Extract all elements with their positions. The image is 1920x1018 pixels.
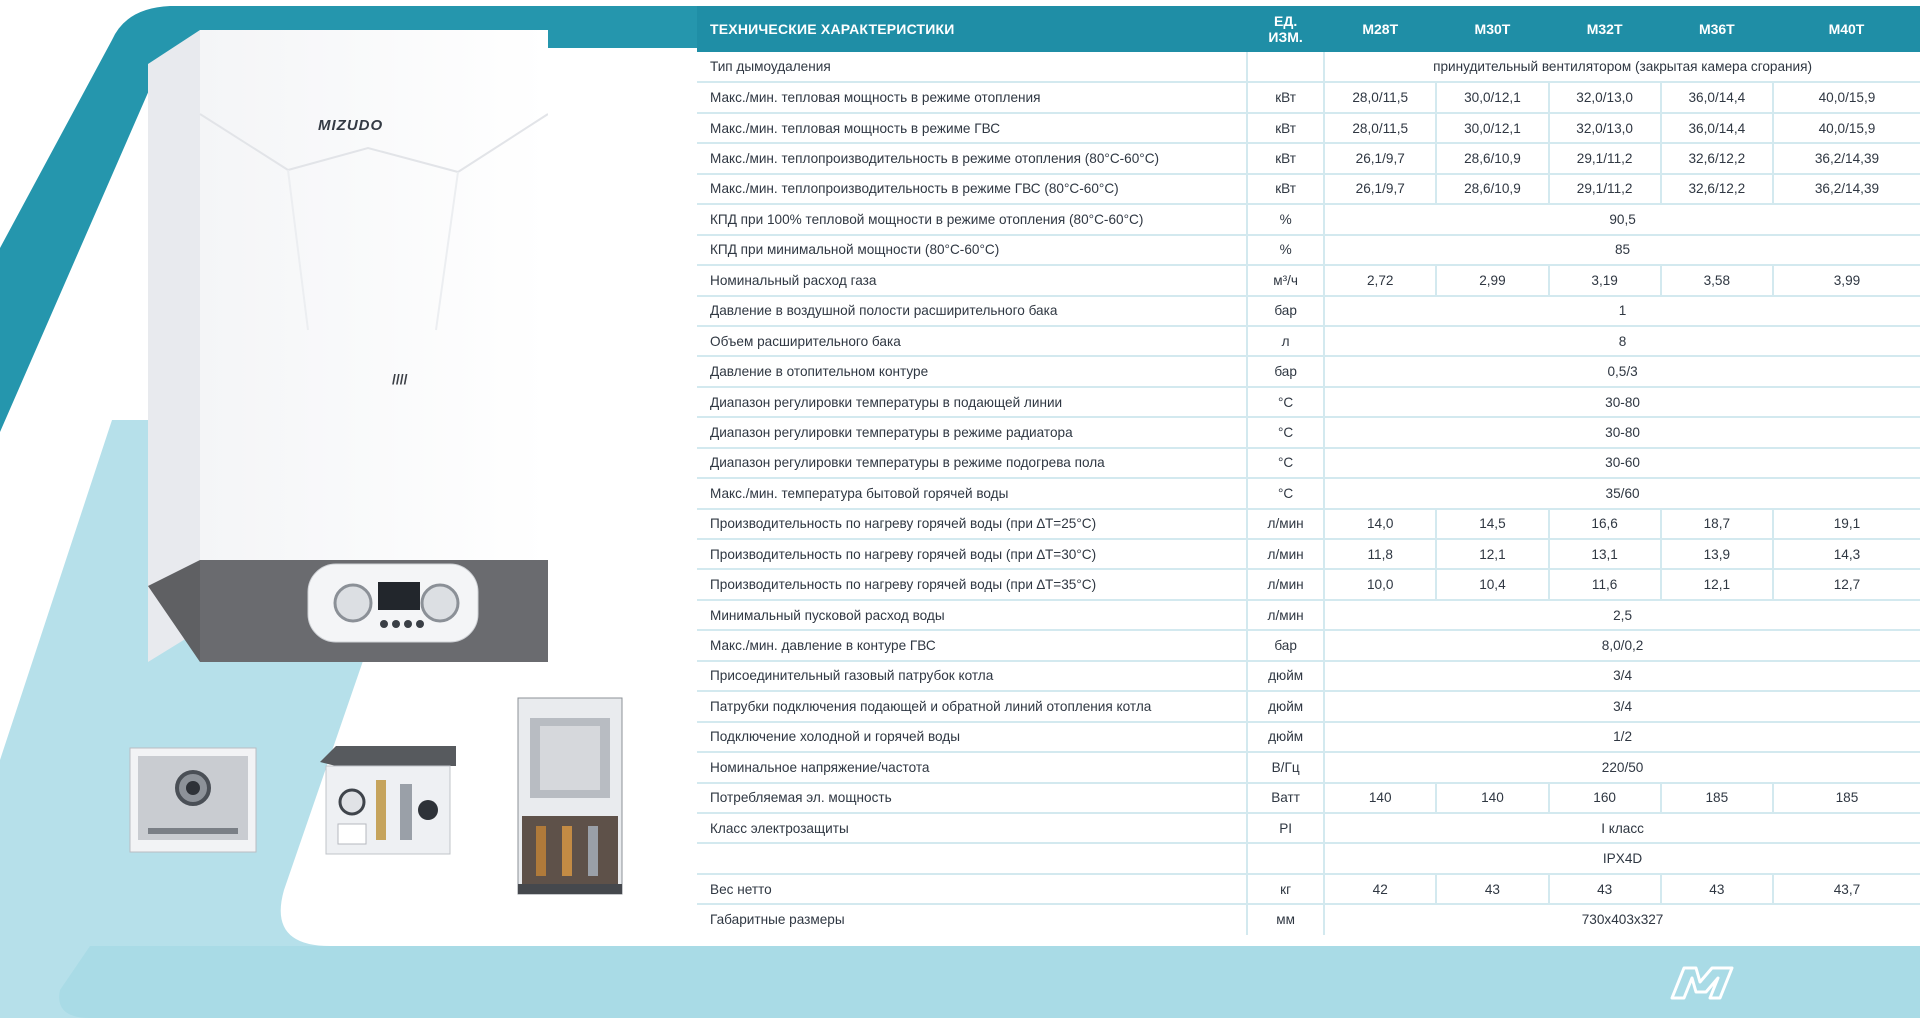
spec-row bbox=[697, 691, 1920, 721]
spec-value: 13,9 bbox=[1661, 539, 1773, 569]
spec-value-all-models: 30-80 bbox=[1324, 387, 1920, 417]
boiler-bottom-view-image bbox=[320, 740, 456, 858]
spec-value: 36,2/14,39 bbox=[1773, 143, 1920, 173]
spec-row bbox=[697, 539, 1920, 569]
spec-name bbox=[697, 843, 1247, 873]
spec-value-all-models: 3/4 bbox=[1324, 661, 1920, 691]
spec-value-all-models: 1/2 bbox=[1324, 722, 1920, 752]
spec-value: 28,0/11,5 bbox=[1324, 82, 1436, 112]
spec-value: 30,0/12,1 bbox=[1436, 113, 1548, 143]
spec-name: Давление в воздушной полости расширительного бака bbox=[697, 296, 1247, 326]
spec-unit: кг bbox=[1247, 874, 1324, 904]
spec-row bbox=[697, 143, 1920, 173]
spec-value: 12,1 bbox=[1661, 569, 1773, 599]
spec-name: Макс./мин. теплопроизводительность в режиме отопления (80°С-60°С) bbox=[697, 143, 1247, 173]
spec-value-all-models: 0,5/3 bbox=[1324, 356, 1920, 386]
spec-value: 12,1 bbox=[1436, 539, 1548, 569]
spec-name: Тип дымоудаления bbox=[697, 52, 1247, 82]
spec-value: 36,0/14,4 bbox=[1661, 82, 1773, 112]
spec-row bbox=[697, 509, 1920, 539]
spec-value: 29,1/11,2 bbox=[1549, 174, 1661, 204]
spec-name: Давление в отопительном контуре bbox=[697, 356, 1247, 386]
spec-value-all-models: 730х403х327 bbox=[1324, 904, 1920, 934]
brand-logo: MIZUDO bbox=[318, 117, 384, 134]
spec-value-all-models: 1 bbox=[1324, 296, 1920, 326]
spec-value: 140 bbox=[1436, 783, 1548, 813]
spec-unit: °С bbox=[1247, 478, 1324, 508]
spec-name: Производительность по нагреву горячей воды (при ∆Т=25°С) bbox=[697, 509, 1247, 539]
spec-value: 36,0/14,4 bbox=[1661, 113, 1773, 143]
spec-row bbox=[697, 235, 1920, 265]
header-unit-line1: ЕД. bbox=[1274, 13, 1298, 29]
spec-unit: Ватт bbox=[1247, 783, 1324, 813]
spec-value: 12,7 bbox=[1773, 569, 1920, 599]
spec-name: Потребляемая эл. мощность bbox=[697, 783, 1247, 813]
spec-value: 10,4 bbox=[1436, 569, 1548, 599]
spec-unit: дюйм bbox=[1247, 661, 1324, 691]
spec-value: 30,0/12,1 bbox=[1436, 82, 1548, 112]
spec-unit: м³/ч bbox=[1247, 265, 1324, 295]
spec-row bbox=[697, 600, 1920, 630]
spec-row bbox=[697, 569, 1920, 599]
spec-name: Диапазон регулировки температуры в режиме подогрева пола bbox=[697, 448, 1247, 478]
spec-value: 11,8 bbox=[1324, 539, 1436, 569]
spec-row bbox=[697, 265, 1920, 295]
spec-row bbox=[697, 874, 1920, 904]
spec-unit: кВт bbox=[1247, 143, 1324, 173]
spec-value: 2,99 bbox=[1436, 265, 1548, 295]
spec-row bbox=[697, 417, 1920, 447]
spec-value-all-models: 30-80 bbox=[1324, 417, 1920, 447]
spec-name: Номинальный расход газа bbox=[697, 265, 1247, 295]
spec-name: Макс./мин. тепловая мощность в режиме ГВС bbox=[697, 113, 1247, 143]
spec-value: 36,2/14,39 bbox=[1773, 174, 1920, 204]
spec-value: 29,1/11,2 bbox=[1549, 143, 1661, 173]
spec-row bbox=[697, 661, 1920, 691]
spec-value: 32,6/12,2 bbox=[1661, 174, 1773, 204]
spec-unit: % bbox=[1247, 204, 1324, 234]
spec-row bbox=[697, 296, 1920, 326]
spec-row bbox=[697, 82, 1920, 112]
header-unit bbox=[1247, 6, 1324, 52]
spec-unit: °С bbox=[1247, 387, 1324, 417]
spec-value: 26,1/9,7 bbox=[1324, 174, 1436, 204]
spec-unit: кВт bbox=[1247, 113, 1324, 143]
svg-text:////: //// bbox=[392, 371, 408, 387]
boiler-interior-image bbox=[516, 696, 624, 896]
header-model-m40t: M40T bbox=[1828, 21, 1865, 37]
spec-value: 140 bbox=[1324, 783, 1436, 813]
boiler-image bbox=[148, 30, 548, 662]
spec-unit: °С bbox=[1247, 417, 1324, 447]
spec-value: 40,0/15,9 bbox=[1773, 82, 1920, 112]
spec-value: 13,1 bbox=[1549, 539, 1661, 569]
spec-row bbox=[697, 326, 1920, 356]
spec-row bbox=[697, 722, 1920, 752]
spec-row bbox=[697, 813, 1920, 843]
spec-name: КПД при 100% тепловой мощности в режиме отопления (80°С-60°С) bbox=[697, 204, 1247, 234]
spec-unit: бар bbox=[1247, 296, 1324, 326]
spec-name: Диапазон регулировки температуры в режиме радиатора bbox=[697, 417, 1247, 447]
spec-name: Габаритные размеры bbox=[710, 912, 845, 928]
spec-unit: кВт bbox=[1247, 174, 1324, 204]
header-characteristics: ТЕХНИЧЕСКИЕ ХАРАКТЕРИСТИКИ bbox=[710, 21, 955, 37]
spec-row bbox=[697, 204, 1920, 234]
spec-value-all-models: 90,5 bbox=[1324, 204, 1920, 234]
spec-row bbox=[697, 356, 1920, 386]
spec-unit: дюйм bbox=[1247, 722, 1324, 752]
spec-unit: бар bbox=[1247, 356, 1324, 386]
spec-name: Объем расширительного бака bbox=[697, 326, 1247, 356]
spec-name: Производительность по нагреву горячей воды (при ∆Т=35°С) bbox=[697, 569, 1247, 599]
spec-unit: л/мин bbox=[1247, 539, 1324, 569]
spec-name: Минимальный пусковой расход воды bbox=[697, 600, 1247, 630]
header-model-m36t: M36T bbox=[1698, 21, 1735, 37]
spec-name: Диапазон регулировки температуры в подающей линии bbox=[697, 387, 1247, 417]
spec-unit bbox=[1247, 843, 1324, 873]
spec-unit bbox=[1247, 52, 1324, 82]
spec-row bbox=[697, 904, 1920, 934]
spec-row bbox=[697, 843, 1920, 873]
spec-unit: л bbox=[1247, 326, 1324, 356]
spec-name: Присоединительный газовый патрубок котла bbox=[697, 661, 1247, 691]
spec-name: Макс./мин. тепловая мощность в режиме отопления bbox=[697, 82, 1247, 112]
spec-value: 26,1/9,7 bbox=[1324, 143, 1436, 173]
spec-name: Подключение холодной и горячей воды bbox=[697, 722, 1247, 752]
spec-unit: л/мин bbox=[1247, 569, 1324, 599]
spec-value: 43 bbox=[1661, 874, 1773, 904]
spec-unit: мм bbox=[1247, 904, 1324, 934]
spec-value: 28,0/11,5 bbox=[1324, 113, 1436, 143]
header-model-m32t: M32T bbox=[1586, 21, 1623, 37]
spec-value: 14,0 bbox=[1324, 509, 1436, 539]
specs-table bbox=[697, 6, 1920, 935]
specs-table-body bbox=[697, 52, 1920, 935]
header-model-m28t: M28T bbox=[1362, 21, 1399, 37]
boiler-rear-view-image bbox=[128, 742, 258, 858]
spec-row bbox=[697, 630, 1920, 660]
spec-value: 43,7 bbox=[1773, 874, 1920, 904]
spec-value: 11,6 bbox=[1549, 569, 1661, 599]
spec-row bbox=[697, 448, 1920, 478]
spec-unit: л/мин bbox=[1247, 600, 1324, 630]
spec-unit: бар bbox=[1247, 630, 1324, 660]
spec-value: 3,99 bbox=[1773, 265, 1920, 295]
spec-unit: л/мин bbox=[1247, 509, 1324, 539]
spec-name: Вес нетто bbox=[697, 874, 1247, 904]
spec-value: 19,1 bbox=[1773, 509, 1920, 539]
spec-value: 185 bbox=[1661, 783, 1773, 813]
bottom-band bbox=[59, 946, 1920, 1018]
table-header-row bbox=[697, 6, 1920, 52]
spec-name: Макс./мин. теплопроизводительность в режиме ГВС (80°С-60°С) bbox=[697, 174, 1247, 204]
spec-value-all-models: принудительный вентилятором (закрытая камера сгорания) bbox=[1324, 52, 1920, 82]
spec-row bbox=[697, 387, 1920, 417]
spec-value: 185 bbox=[1773, 783, 1920, 813]
spec-row bbox=[697, 478, 1920, 508]
spec-name: Макс./мин. температура бытовой горячей воды bbox=[697, 478, 1247, 508]
spec-value: 32,0/13,0 bbox=[1549, 82, 1661, 112]
spec-value: 32,6/12,2 bbox=[1661, 143, 1773, 173]
spec-row bbox=[697, 752, 1920, 782]
spec-row bbox=[697, 783, 1920, 813]
spec-value: 32,0/13,0 bbox=[1549, 113, 1661, 143]
spec-value: 18,7 bbox=[1661, 509, 1773, 539]
spec-value: 10,0 bbox=[1324, 569, 1436, 599]
spec-value: 3,19 bbox=[1549, 265, 1661, 295]
spec-value-all-models: 85 bbox=[1324, 235, 1920, 265]
spec-value: 2,72 bbox=[1324, 265, 1436, 295]
header-unit-line2: ИЗМ. bbox=[1268, 29, 1303, 45]
spec-value: 3,58 bbox=[1661, 265, 1773, 295]
spec-unit: PI bbox=[1247, 813, 1324, 843]
spec-name: Класс электрозащиты bbox=[697, 813, 1247, 843]
mizudo-m-logo-icon bbox=[1666, 964, 1738, 1002]
spec-unit: кВт bbox=[1247, 82, 1324, 112]
spec-name: КПД при минимальной мощности (80°С-60°С) bbox=[697, 235, 1247, 265]
spec-value-all-models: 30-60 bbox=[1324, 448, 1920, 478]
spec-value: 160 bbox=[1549, 783, 1661, 813]
spec-unit: дюйм bbox=[1247, 691, 1324, 721]
spec-value: 43 bbox=[1549, 874, 1661, 904]
spec-value-all-models: 3/4 bbox=[1324, 691, 1920, 721]
spec-value-all-models: IPX4D bbox=[1324, 843, 1920, 873]
spec-value-all-models: I класс bbox=[1324, 813, 1920, 843]
spec-name: Макс./мин. давление в контуре ГВС bbox=[697, 630, 1247, 660]
spec-value-all-models: 35/60 bbox=[1324, 478, 1920, 508]
spec-value: 40,0/15,9 bbox=[1773, 113, 1920, 143]
spec-row bbox=[697, 52, 1920, 82]
header-model-m30t: M30T bbox=[1474, 21, 1511, 37]
spec-value-all-models: 8,0/0,2 bbox=[1324, 630, 1920, 660]
spec-unit: °С bbox=[1247, 448, 1324, 478]
spec-value: 42 bbox=[1324, 874, 1436, 904]
spec-value-all-models: 8 bbox=[1324, 326, 1920, 356]
spec-name: Патрубки подключения подающей и обратной линий отопления котла bbox=[697, 691, 1247, 721]
spec-unit: % bbox=[1247, 235, 1324, 265]
spec-value-all-models: 2,5 bbox=[1324, 600, 1920, 630]
spec-value: 43 bbox=[1436, 874, 1548, 904]
spec-value-all-models: 220/50 bbox=[1324, 752, 1920, 782]
spec-name: Производительность по нагреву горячей воды (при ∆Т=30°С) bbox=[697, 539, 1247, 569]
spec-value: 14,5 bbox=[1436, 509, 1548, 539]
spec-value: 14,3 bbox=[1773, 539, 1920, 569]
spec-value: 16,6 bbox=[1549, 509, 1661, 539]
spec-unit: В/Гц bbox=[1247, 752, 1324, 782]
spec-value: 28,6/10,9 bbox=[1436, 143, 1548, 173]
spec-name: Номинальное напряжение/частота bbox=[697, 752, 1247, 782]
spec-row bbox=[697, 174, 1920, 204]
spec-value: 28,6/10,9 bbox=[1436, 174, 1548, 204]
spec-row bbox=[697, 113, 1920, 143]
